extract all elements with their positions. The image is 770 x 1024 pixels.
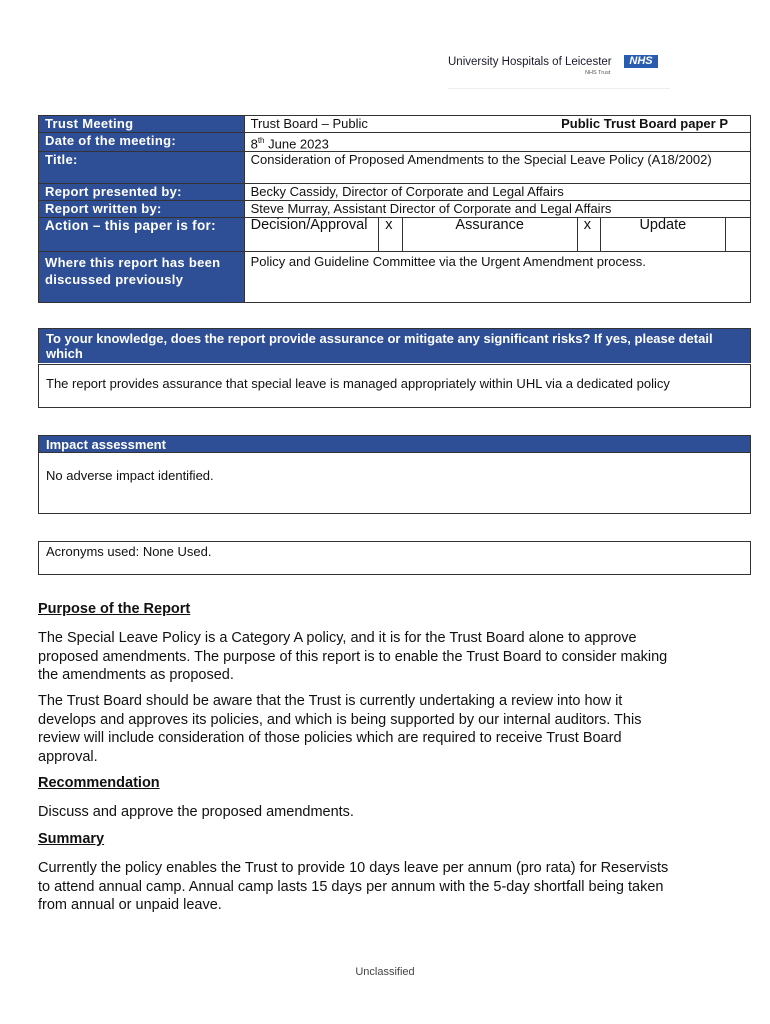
org-logo [448, 54, 670, 89]
purpose-paragraph-2: The Trust Board should be aware that the Trust is currently undertaking a review into how it develops and approves its policies, and which is being supported by our internal auditors. This review will include consideration of those policies which are required to receive Trust Board approval. [38, 693, 642, 765]
recommendation-paragraph: Discuss and approve the proposed amendments. [38, 804, 354, 820]
presented-by-label: Report presented by: [39, 184, 245, 201]
meeting-details-table [38, 115, 751, 303]
discussed-value: Policy and Guideline Committee via the Urgent Amendment process. [244, 252, 750, 303]
nhs-trust-label: NHS Trust [585, 70, 611, 76]
action-label: Action – this paper is for: [39, 218, 245, 252]
date-value: 8th June 2023 [244, 133, 750, 152]
impact-box-body: No adverse impact identified. [38, 452, 751, 514]
action-update-checkbox [725, 218, 750, 252]
org-name: University Hospitals of Leicester [448, 56, 612, 68]
action-decision-label: Decision/Approval [244, 218, 379, 252]
title-label: Title: [39, 152, 245, 184]
risk-box-heading: To your knowledge, does the report provide assurance or mitigate any significant risks? If yes, please detail which [38, 328, 751, 363]
summary-heading: Summary [38, 831, 105, 847]
acronyms-box: Acronyms used: None Used. [38, 541, 751, 575]
classification-footer: Unclassified [355, 966, 415, 978]
discussed-label: Where this report has been discussed previously [39, 252, 245, 303]
written-by-label: Report written by: [39, 201, 245, 218]
title-value: Consideration of Proposed Amendments to the Special Leave Policy (A18/2002) [244, 152, 750, 184]
action-decision-checkbox: x [379, 218, 402, 252]
trust-meeting-cell [244, 116, 750, 133]
risk-box-body: The report provides assurance that special leave is managed appropriately within UHL via a dedicated policy [38, 364, 751, 408]
presented-by-value: Becky Cassidy, Director of Corporate and Legal Affairs [244, 184, 750, 201]
date-label: Date of the meeting: [39, 133, 245, 152]
action-update-label: Update [601, 218, 726, 252]
action-assurance-checkbox: x [577, 218, 600, 252]
trust-meeting-value: Trust Board – Public [250, 116, 368, 131]
purpose-paragraph-1: The Special Leave Policy is a Category A policy, and it is for the Trust Board alone to approve proposed amendments. The purpose of this report is to enable the Trust Board to consider making the amendments as proposed. [38, 630, 668, 683]
summary-paragraph: Currently the policy enables the Trust to provide 10 days leave per annum (pro rata) for Reservists to attend annual camp. Annual camp lasts 15 days per annum with the 5-day shortfall being taken from annual or unpaid leave. [38, 860, 669, 913]
purpose-heading: Purpose of the Report [38, 601, 191, 617]
paper-reference: Public Trust Board paper P [561, 116, 728, 131]
impact-box-heading: Impact assessment [38, 435, 751, 452]
written-by-value: Steve Murray, Assistant Director of Corporate and Legal Affairs [244, 201, 750, 218]
action-assurance-label: Assurance [402, 218, 577, 252]
trust-meeting-label: Trust Meeting [39, 116, 245, 133]
recommendation-heading: Recommendation [38, 775, 160, 791]
nhs-logo: NHS [624, 55, 658, 68]
